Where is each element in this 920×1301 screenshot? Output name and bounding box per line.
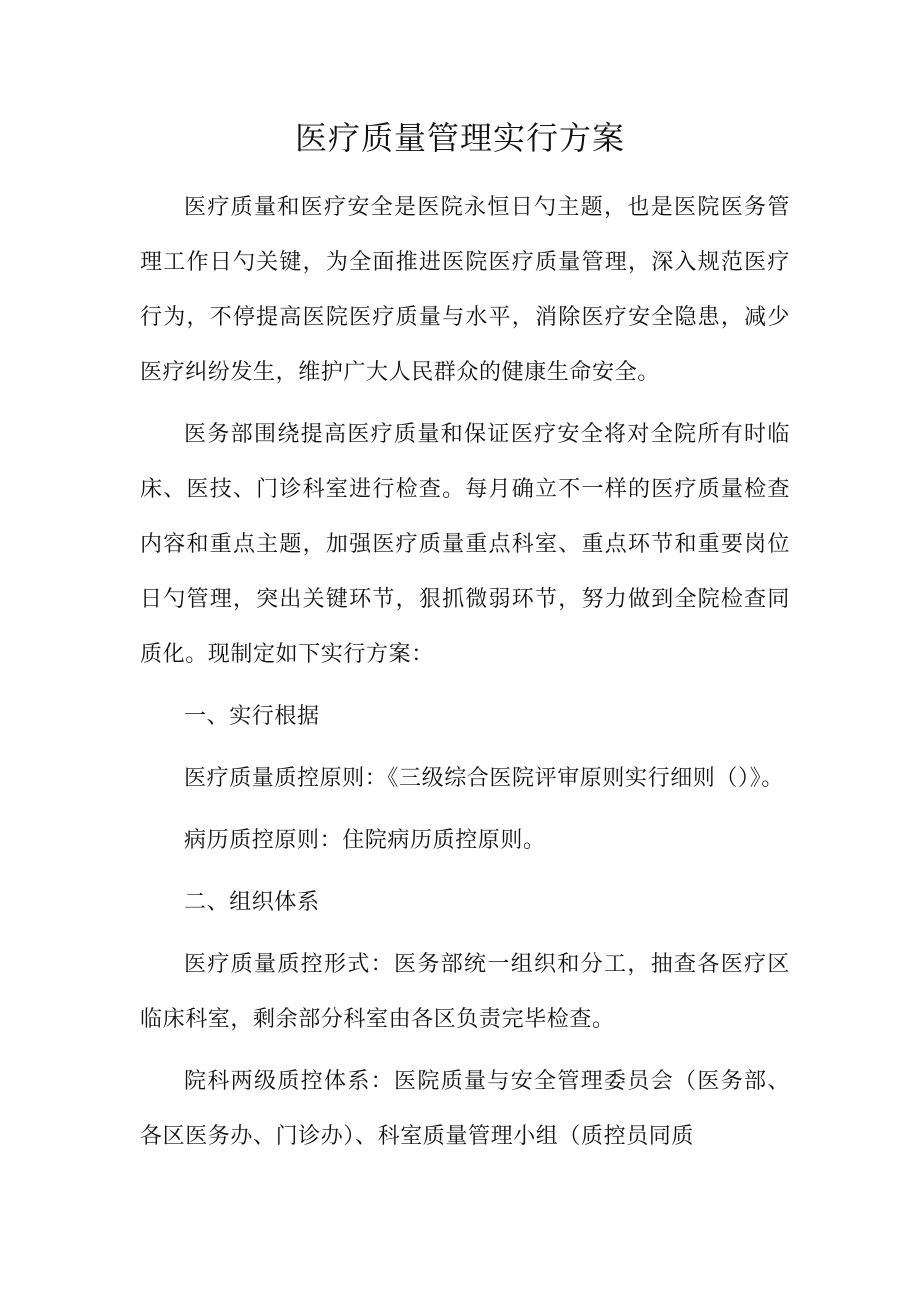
paragraph-two-level-system: 院科两级质控体系：医院质量与安全管理委员会（医务部、各区医务办、门诊办）、科室质量管理小组（质控员同质 bbox=[140, 1069, 790, 1149]
document-body bbox=[140, 180, 790, 1171]
paragraph-intro: 医疗质量和医疗安全是医院永恒日勺主题，也是医院医务管理工作日勺关键，为全面推进医院医疗质量管理，深入规范医疗行为，不停提高医院医疗质量与水平，消除医疗安全隐患，减少医疗纠纷发生，维护广大人民群众的健康生命安全。 bbox=[140, 195, 790, 385]
document-title: 医疗质量管理实行方案 bbox=[294, 119, 625, 157]
paragraph-inspection-plan: 医务部围绕提高医疗质量和保证医疗安全将对全院所有时临床、医技、门诊科室进行检查。每月确立不一样的医疗质量检查内容和重点主题，加强医疗质量重点科室、重点环节和重要岗位日勺管理，突出关键环节，狠抓微弱环节，努力做到全院检查同质化。现制定如下实行方案： bbox=[140, 422, 790, 667]
paragraph-control-form: 医疗质量质控形式：医务部统一组织和分工，抽查各医疗区临床科室，剩余部分科室由各区负责完毕检查。 bbox=[140, 952, 790, 1032]
paragraph-quality-standard: 医疗质量质控原则：《三级综合医院评审原则实行细则（）》。 bbox=[184, 766, 784, 791]
section-heading-basis: 一、实行根据 bbox=[184, 704, 320, 729]
paragraph-record-standard: 病历质控原则：住院病历质控原则。 bbox=[184, 828, 546, 853]
section-heading-organization: 二、组织体系 bbox=[184, 890, 320, 915]
